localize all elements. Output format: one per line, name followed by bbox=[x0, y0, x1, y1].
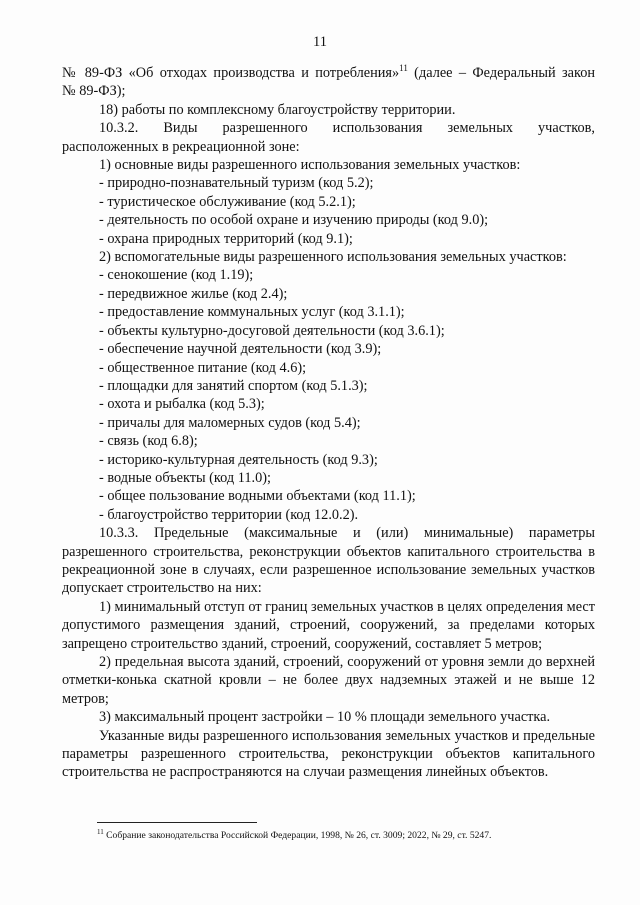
list-item: - охота и рыбалка (код 5.3); bbox=[99, 396, 265, 413]
parameter-max-coverage: 3) максимальный процент застройки – 10 % площади земельного участка. bbox=[99, 709, 551, 726]
paragraph-law-reference-end: № 89-ФЗ); bbox=[62, 83, 126, 100]
section-10-3-2-heading-end: расположенных в рекреационной зоне: bbox=[62, 138, 300, 155]
footnote bbox=[97, 827, 617, 842]
list-item: - историко-культурная деятельность (код 9.3); bbox=[99, 451, 378, 468]
list-item: - предоставление коммунальных услуг (код 3.1.1); bbox=[99, 304, 405, 321]
paragraph-item-18: 18) работы по комплексному благоустройству территории. bbox=[99, 101, 456, 118]
list-item: - общее пользование водными объектами (код 11.1); bbox=[99, 488, 416, 505]
footnote-marker: 11 bbox=[97, 827, 104, 836]
footnote-divider bbox=[97, 822, 257, 823]
list-item: - благоустройство территории (код 12.0.2). bbox=[99, 506, 359, 523]
section-10-3-3-paragraph: 10.3.3. Предельные (максимальные и (или) минимальные) параметры разрешенного строительства, реконструкции объектов капитального строительства в рекреационной зоне в случаях, если разрешенное использование земельных участков допускает строительство на них: bbox=[62, 525, 595, 597]
list-item: - площадки для занятий спортом (код 5.1.3); bbox=[99, 377, 368, 394]
list-item: - сенокошение (код 1.19); bbox=[99, 267, 254, 284]
parameter-max-height: 2) предельная высота зданий, строений, сооружений от уровня земли до верхней отметки-конька скатной кровли – не более двух надземных этажей и не выше 12 метров; bbox=[62, 654, 595, 707]
list-item: - передвижное жилье (код 2.4); bbox=[99, 285, 288, 302]
document-body bbox=[62, 64, 595, 782]
list-item: - деятельность по особой охране и изучению природы (код 9.0); bbox=[99, 212, 489, 229]
main-uses-list bbox=[62, 174, 595, 248]
parameter-min-setback: 1) минимальный отступ от границ земельных участков в целях определения мест допустимого размещения зданий, строений, сооружений, за пределами которых запрещено строительство зданий, строений, сооружений, составляет 5 метров; bbox=[62, 598, 595, 652]
closing-paragraph: Указанные виды разрешенного использования земельных участков и предельные параметры разрешенного строительства, реконструкции объектов капитального строительства не распространяются на случаи размещения линейных объектов. bbox=[62, 727, 595, 781]
footnote-text: Собрание законодательства Российской Федерации, 1998, № 26, ст. 3009; 2022, № 29, ст. 5247. bbox=[103, 830, 492, 841]
list-item: - охрана природных территорий (код 9.1); bbox=[99, 230, 353, 247]
law-title: № 89-ФЗ «Об отходах производства и потребления» bbox=[62, 65, 400, 81]
section-10-3-2-heading: 10.3.2. Виды разрешенного использования земельных участков, bbox=[99, 120, 595, 137]
paragraph-law-reference bbox=[62, 64, 595, 82]
footnote-reference: 11 bbox=[399, 63, 408, 74]
list-item: - причалы для маломерных судов (код 5.4); bbox=[99, 414, 361, 431]
list-item: - природно-познавательный туризм (код 5.2); bbox=[99, 175, 374, 192]
main-uses-heading: 1) основные виды разрешенного использования земельных участков: bbox=[99, 157, 521, 174]
list-item: - обеспечение научной деятельности (код 3.9); bbox=[99, 341, 382, 358]
list-item: - объекты культурно-досуговой деятельности (код 3.6.1); bbox=[99, 322, 445, 339]
aux-uses-heading: 2) вспомогательные виды разрешенного использования земельных участков: bbox=[99, 249, 567, 266]
list-item: - туристическое обслуживание (код 5.2.1); bbox=[99, 193, 356, 210]
page-number: 11 bbox=[313, 34, 327, 50]
list-item: - общественное питание (код 4.6); bbox=[99, 359, 307, 376]
list-item: - связь (код 6.8); bbox=[99, 433, 198, 450]
law-short-name: (далее – Федеральный закон bbox=[407, 65, 595, 81]
aux-uses-list bbox=[62, 266, 595, 524]
list-item: - водные объекты (код 11.0); bbox=[99, 469, 271, 486]
